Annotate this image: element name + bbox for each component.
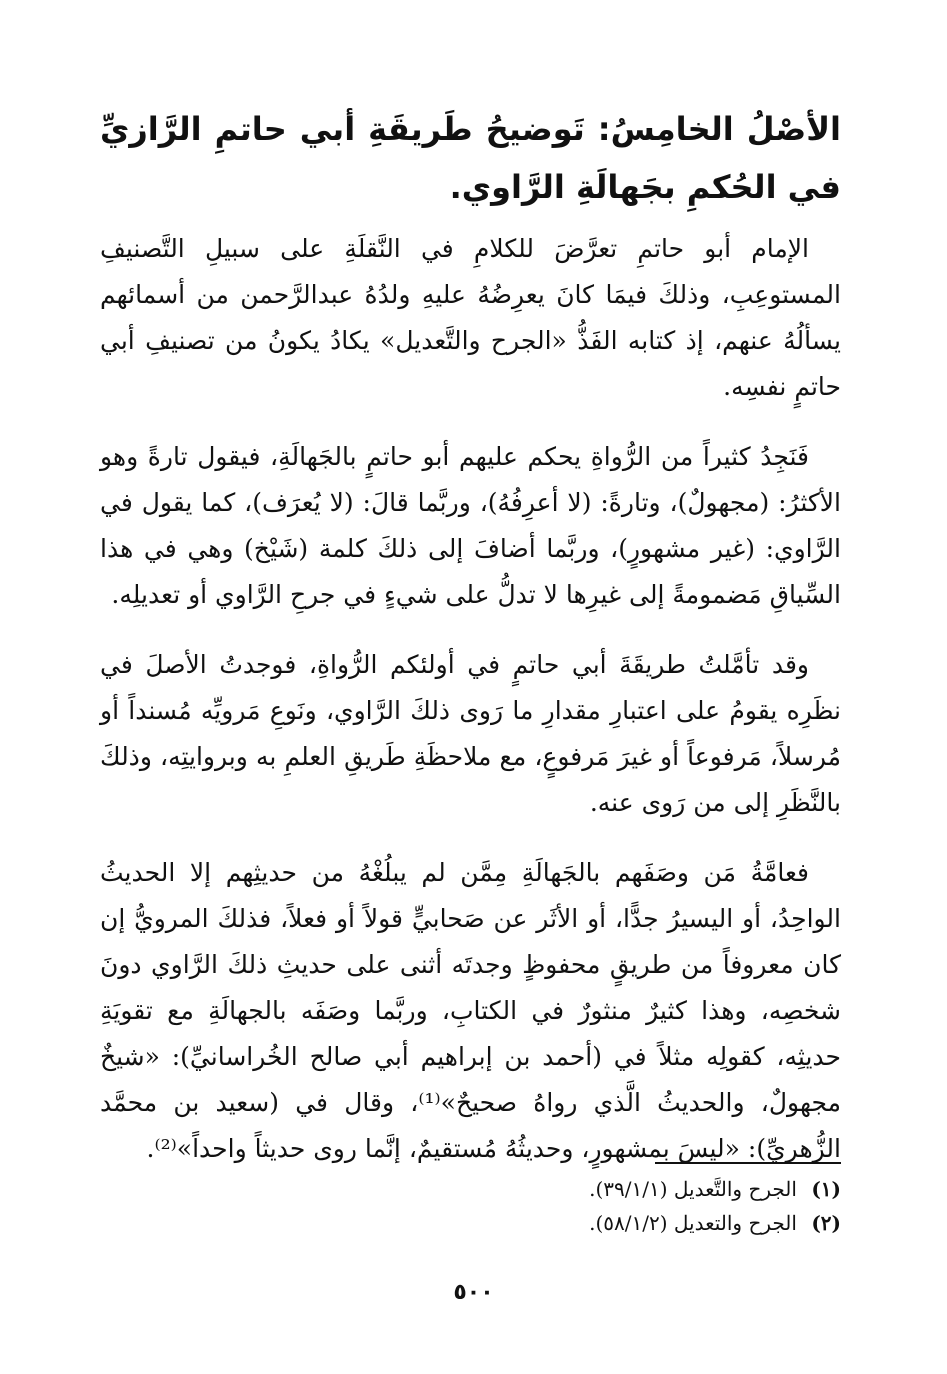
paragraph-method: وقد تأمَّلتُ طريقَةَ أبي حاتمٍ في أولئكم الرُّواةِ، فوجدتُ الأصلَ في نظَرِه يقومُ على اعتبارِ مقدارِ ما رَوى ذلكَ الرَّاوي، ونَوعِ مَرويِّه مُسنداً أو مُرسلاً، مَرفوعاً أو غيرَ مَرفوعٍ، مع ملاحظَةِ طَريقِ العلمِ به وبروايتِه، وذلكَ بالنَّظَرِ إلى من رَوى عنه. [100,650,842,817]
paragraph-examples: فعامَّةُ مَن وصَفَهم بالجَهالَةِ مِمَّن لم يبلُغْهُ من حديثِهم إلا الحديثُ الواحِدُ، أو اليسيرُ جدًّا، أو الأثَر عن صَحابيٍّ قولاً أو فعلاً، فذلكَ المرويُّ إن كان معروفاً من طريقٍ محفوظٍ وجدتَه أثنى على حديثِ ذلكَ الرَّاوي دونَ شخصِه، وهذا كثيرٌ منثورٌ في الكتابِ، وربَّما وصَفَه بالجهالَةِ مع تقويَةِ حديثِه، كقولِه مثلاً في (أحمد بن إبراهيم أبي صالح الخُراسانيِّ): «شيخٌ مجهولٌ، والحديثُ الَّذي رواهُ صحيحٌ»⁽¹⁾، وقال في (سعيد بن محمَّد الزُّهريِّ): «ليسَ بمشهورٍ، وحديثُهُ مُستقيمٌ، إنَّما روى حديثاً واحداً»⁽²⁾. [100,858,841,1163]
section-heading: الأصْلُ الخامِسُ: تَوضيحُ طَريقَةِ أبي حاتمِ الرَّازيِّ في الحُكمِ بجَهالَةِ الرَّاوي. [100,110,841,206]
footnote-1 [141,1172,841,1206]
footnotes [141,1172,841,1240]
footnote-2 [141,1206,841,1240]
footnote-text: الجرح والتَّعديل (٣٩/١/١). [589,1177,797,1201]
footnote-number: (١) [811,1177,841,1201]
paragraph-jahala-terms: فَنَجِدُ كثيراً من الرُّواةِ يحكم عليهم أبو حاتمٍ بالجَهالَةِ، فيقول تارةً وهو الأكثرُ: (مجهولٌ)، وتارةً: (لا أعرِفُهُ)، وربَّما قالَ: (لا يُعرَف)، كما يقول في الرَّاوي: (غير مشهورٍ)، وربَّما أضافَ إلى ذلكَ كلمة (شَيْخ) وهي في هذا السِّياقِ مَضمومةً إلى غيرِها لا تدلُّ على شيءٍ في جرحِ الرَّاوي أو تعديلِه. [100,442,841,609]
footnote-divider [655,1162,841,1164]
page-number: ٥٠٠ [453,1280,494,1305]
paragraph-intro: الإمام أبو حاتمِ تعرَّضَ للكلامِ في النَّقلَةِ على سبيلِ التَّصنيفِ المستوعِبِ، وذلكَ فيمَا كانَ يعرِضُهُ عليهِ ولدُهُ عبدالرَّحمن من أسمائهم يسألُهُ عنهم، إذ كتابه الفَذُّ «الجرح والتَّعديل» يكادُ يكونُ من تصنيفِ أبي حاتمٍ نفسِه. [100,234,841,401]
footnote-number: (٢) [811,1211,841,1235]
footnote-text: الجرح والتعديل (٥٨/١/٢). [589,1211,797,1235]
